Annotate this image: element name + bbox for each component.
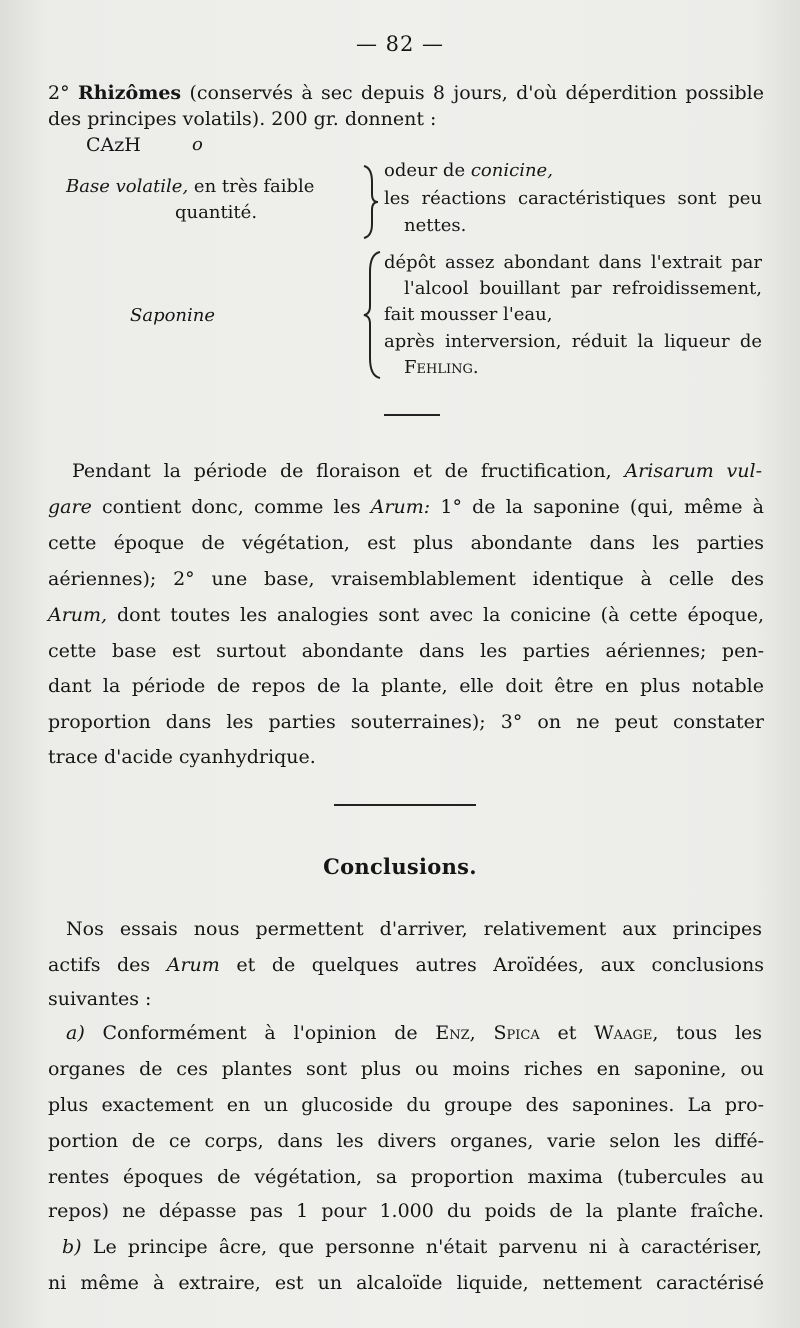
saponine-item-4: après interversion, réduit la liqueur de bbox=[384, 331, 762, 352]
base-item-2: les réactions caractéristiques sont peu bbox=[384, 188, 762, 209]
saponine-item-3: fait mousser l'eau, bbox=[384, 304, 553, 325]
paragraph-line-4: aériennes); 2° une base, vraisemblablement identique à celle des bbox=[48, 568, 764, 590]
paragraph-line-6: cette base est surtout abondante dans les parties aériennes; pen- bbox=[48, 640, 764, 662]
conclusion-b-line: b) Le principe âcre, que personne n'était parvenu ni à caractériser, bbox=[62, 1236, 762, 1258]
conclusions-line-1: Nos essais nous permettent d'arriver, relativement aux principes bbox=[66, 918, 762, 940]
paragraph-line-2: gare contient donc, comme les Arum: 1° de la saponine (qui, même à bbox=[48, 496, 765, 518]
conclusions-line-5: organes de ces plantes sont plus ou moins riches en saponine, ou bbox=[48, 1058, 764, 1080]
conclusions-line-7: portion de ce corps, dans les divers organes, varie selon les diffé- bbox=[48, 1130, 764, 1152]
rhizomes-line-1: 2° Rhizômes (conservés à sec depuis 8 jours, d'où déperdition possible bbox=[48, 82, 765, 104]
paragraph-line-8: proportion dans les parties souterraines); 3° on ne peut constater bbox=[48, 711, 764, 733]
saponine-item-2: l'alcool bouillant par refroidissement, bbox=[404, 278, 762, 299]
conclusions-line-11: ni même à extraire, est un alcaloïde liquide, nettement caractérisé bbox=[48, 1272, 764, 1294]
cazh-label: CAzH bbox=[86, 134, 141, 156]
conclusions-line-9: repos) ne dépasse pas 1 pour 1.000 du poids de la plante fraîche. bbox=[48, 1200, 764, 1222]
base-item-1: odeur de conicine, bbox=[384, 160, 553, 181]
conclusions-line-2: actifs des Arum et de quelques autres Aroïdées, aux conclusions bbox=[48, 954, 764, 976]
saponine-item-5: Fehling. bbox=[404, 357, 479, 378]
base-volatile-label-2: quantité. bbox=[175, 202, 258, 223]
conclusion-a-line: a) Conformément à l'opinion de Enz, Spica et Waage, tous les bbox=[66, 1022, 763, 1044]
rhizomes-line-2: des principes volatils). 200 gr. donnent : bbox=[48, 108, 437, 130]
paragraph-line-5: Arum, dont toutes les analogies sont avec la conicine (à cette époque, bbox=[48, 604, 764, 626]
section-divider bbox=[334, 804, 476, 806]
paragraph-line-1: Pendant la période de floraison et de fructification, Arisarum vul- bbox=[72, 460, 762, 482]
brace-icon bbox=[360, 164, 382, 240]
brace-icon bbox=[362, 250, 384, 380]
conclusions-heading: Conclusions. bbox=[323, 854, 477, 879]
paragraph-line-3: cette époque de végétation, est plus abondante dans les parties bbox=[48, 532, 764, 554]
conclusions-line-6: plus exactement en un glucoside du groupe des saponines. La pro- bbox=[48, 1094, 764, 1116]
base-item-3: nettes. bbox=[404, 215, 467, 236]
rhizomes-heading: Rhizômes bbox=[77, 82, 182, 104]
cazh-value: o bbox=[192, 134, 203, 155]
page-number: — 82 — bbox=[355, 32, 445, 56]
paragraph-line-7: dant la période de repos de la plante, elle doit être en plus notable bbox=[48, 675, 764, 697]
paragraph-line-9: trace d'acide cyanhydrique. bbox=[48, 746, 316, 768]
saponine-item-1: dépôt assez abondant dans l'extrait par bbox=[384, 252, 762, 273]
divider-short bbox=[384, 414, 440, 416]
base-volatile-label: Base volatile, en très faible bbox=[66, 176, 315, 197]
conclusions-line-8: rentes époques de végétation, sa proportion maxima (tubercules au bbox=[48, 1166, 764, 1188]
saponine-label: Saponine bbox=[130, 305, 216, 326]
conclusions-line-3: suivantes : bbox=[48, 988, 152, 1010]
